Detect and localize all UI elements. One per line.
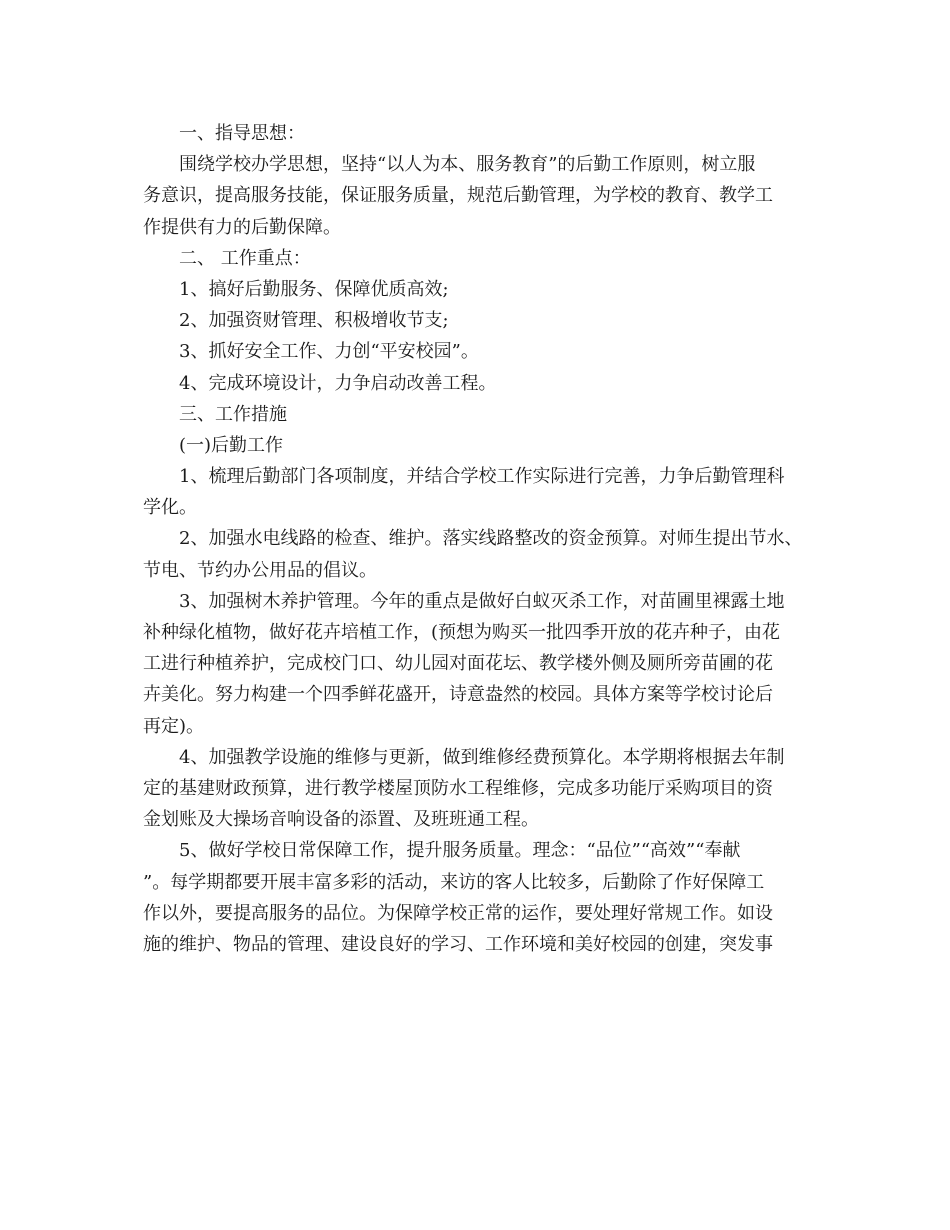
- list-item: 2、加强资财管理、积极增收节支;: [179, 310, 449, 332]
- paragraph-line: 节电、节约办公用品的倡议。: [143, 559, 377, 581]
- paragraph-line: 3、加强树木养护管理。今年的重点是做好白蚁灭杀工作，对苗圃里裸露土地: [179, 590, 785, 612]
- heading-work-measures: 三、工作措施: [179, 403, 287, 425]
- paragraph-line: 施的维护、物品的管理、建设良好的学习、工作环境和美好校园的创建，突发事: [143, 933, 773, 955]
- paragraph-line: 1、梳理后勤部门各项制度，并结合学校工作实际进行完善，力争后勤管理科: [179, 466, 785, 488]
- paragraph-line: 再定)。: [143, 715, 205, 737]
- paragraph-line: 5、做好学校日常保障工作，提升服务质量。理念：“品位”“高效”“奉献: [179, 840, 741, 862]
- list-item: 1、搞好后勤服务、保障优质高效;: [179, 278, 449, 300]
- list-item: 4、完成环境设计，力争启动改善工程。: [179, 372, 497, 394]
- paragraph-line: 补种绿化植物，做好花卉培植工作，(预想为购买一批四季开放的花卉种子，由花: [143, 622, 781, 643]
- paragraph-line: 作以外，要提高服务的品位。为保障学校正常的运作，要处理好常规工作。如设: [143, 902, 773, 924]
- list-item: 3、抓好安全工作、力创“平安校园”。: [179, 341, 479, 363]
- paragraph-line: ”。每学期都要开展丰富多彩的活动，来访的客人比较多，后勤除了作好保障工: [143, 871, 765, 893]
- paragraph-line: 作提供有力的后勤保障。: [143, 216, 341, 238]
- paragraph-line: 定的基建财政预算，进行教学楼屋顶防水工程维修，完成多功能厅采购项目的资: [143, 777, 773, 799]
- paragraph-line: 4、加强教学设施的维修与更新，做到维修经费预算化。本学期将根据去年制: [179, 746, 785, 768]
- document-body: [143, 118, 823, 960]
- paragraph-line: 卉美化。努力构建一个四季鲜花盛开，诗意盎然的校园。具体方案等学校讨论后: [143, 684, 773, 706]
- paragraph-line: 务意识，提高服务技能，保证服务质量，规范后勤管理，为学校的教育、教学工: [143, 185, 773, 207]
- paragraph-line: 金划账及大操场音响设备的添置、及班班通工程。: [143, 809, 539, 831]
- subheading-logistics: (一)后勤工作: [179, 434, 284, 456]
- paragraph-line: 工进行种植养护，完成校门口、幼儿园对面花坛、教学楼外侧及厕所旁苗圃的花: [143, 653, 773, 675]
- paragraph-line: 围绕学校办学思想，坚持“以人为本、服务教育”的后勤工作原则，树立服: [179, 154, 756, 176]
- paragraph-line: 学化。: [143, 497, 197, 519]
- heading-work-focus: 二、 工作重点：: [179, 247, 311, 269]
- heading-guiding-thought: 一、指导思想：: [179, 123, 305, 144]
- paragraph-line: 2、加强水电线路的检查、维护。落实线路整改的资金预算。对师生提出节水、: [179, 528, 803, 550]
